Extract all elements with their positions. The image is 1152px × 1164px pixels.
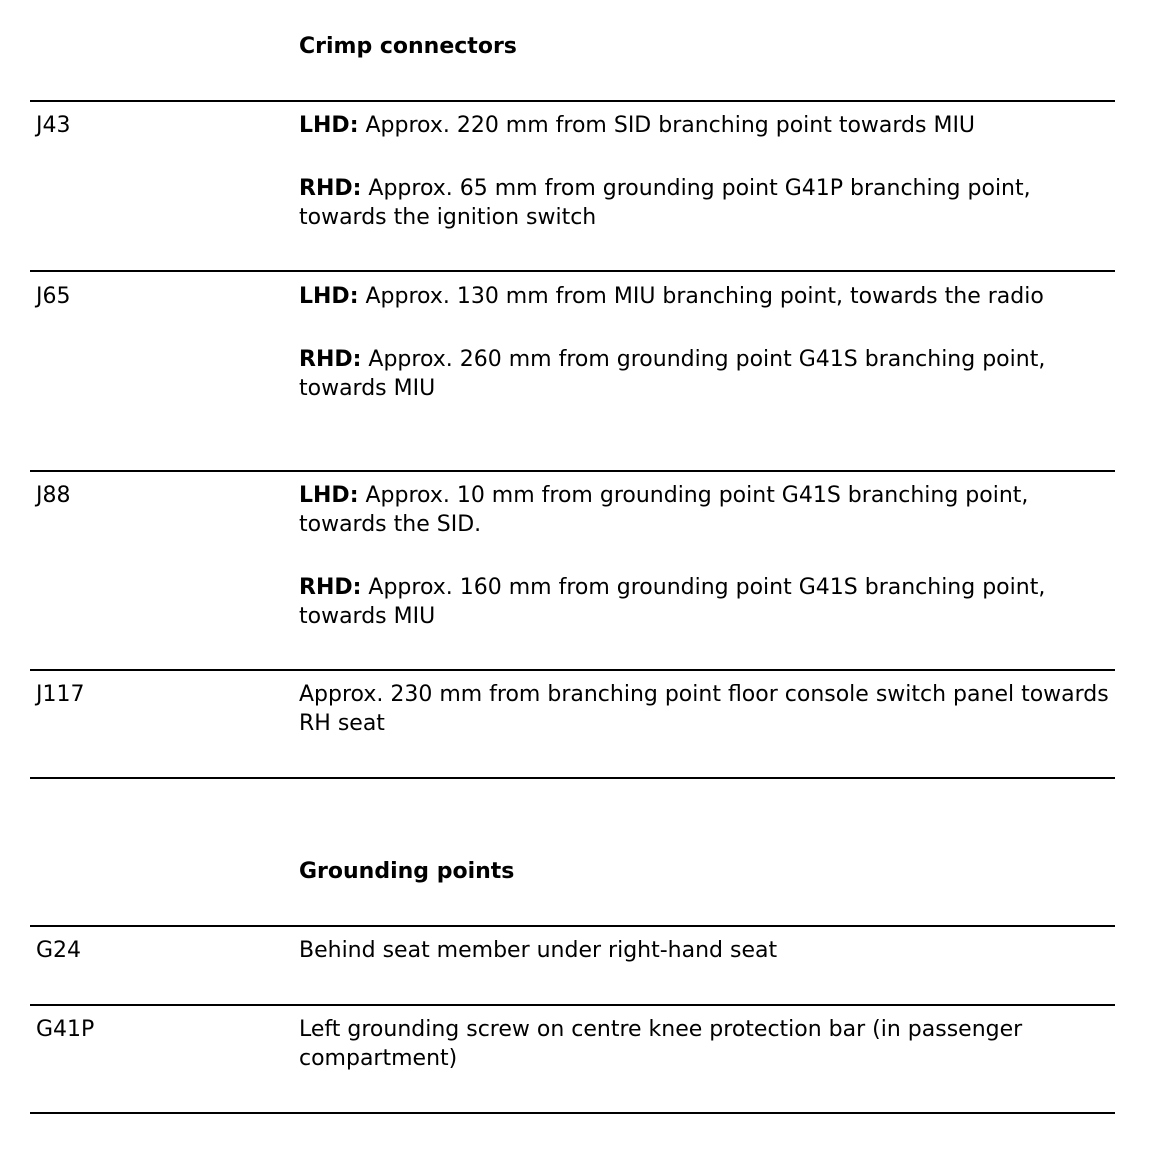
grounding-code: G24 [36, 938, 82, 963]
table-rule [30, 270, 1115, 272]
location-text: Approx. 220 mm from SID branching point towards MIU [358, 113, 976, 138]
connector-code: J65 [36, 284, 71, 309]
drive-label: RHD: [299, 176, 362, 201]
grounding-location: Behind seat member under right-hand seat [299, 938, 778, 963]
location-text: Approx. 160 mm from grounding point G41S branching point, towards MIU [299, 575, 1046, 629]
grounding-location: Left grounding screw on centre knee protection bar (in passenger compartment) [299, 1017, 1023, 1071]
rhd-location [299, 573, 1109, 631]
grounding-code: G41P [36, 1017, 95, 1042]
lhd-location [299, 481, 1109, 539]
table-rule [30, 1112, 1115, 1114]
connector-code: J43 [36, 113, 71, 138]
location-text: Approx. 65 mm from grounding point G41P branching point, towards the ignition switch [299, 176, 1031, 230]
drive-label: RHD: [299, 575, 362, 600]
table-rule [30, 925, 1115, 927]
table-rule [30, 470, 1115, 472]
drive-label: RHD: [299, 347, 362, 372]
connector-code: J117 [36, 682, 85, 707]
table-rule [30, 669, 1115, 671]
connector-location [299, 282, 1109, 403]
table-rule [30, 777, 1115, 779]
table-rule [30, 1004, 1115, 1006]
lhd-location [299, 111, 1109, 140]
connector-location [299, 111, 1109, 232]
location-text: Approx. 260 mm from grounding point G41S branching point, towards MIU [299, 347, 1046, 401]
drive-label: LHD: [299, 113, 359, 138]
connector-location [299, 481, 1109, 631]
location-text: Approx. 230 mm from branching point floor console switch panel towards RH seat [299, 682, 1109, 736]
crimp-connectors-heading: Crimp connectors [299, 34, 517, 59]
table-rule [30, 100, 1115, 102]
connector-location [299, 680, 1109, 738]
location-text: Approx. 10 mm from grounding point G41S branching point, towards the SID. [299, 483, 1029, 537]
location-text: Approx. 130 mm from MIU branching point, towards the radio [358, 284, 1044, 309]
lhd-location [299, 282, 1109, 311]
drive-label: LHD: [299, 284, 359, 309]
rhd-location [299, 345, 1109, 403]
drive-label: LHD: [299, 483, 359, 508]
connector-code: J88 [36, 483, 71, 508]
rhd-location [299, 174, 1109, 232]
grounding-points-heading: Grounding points [299, 859, 515, 884]
